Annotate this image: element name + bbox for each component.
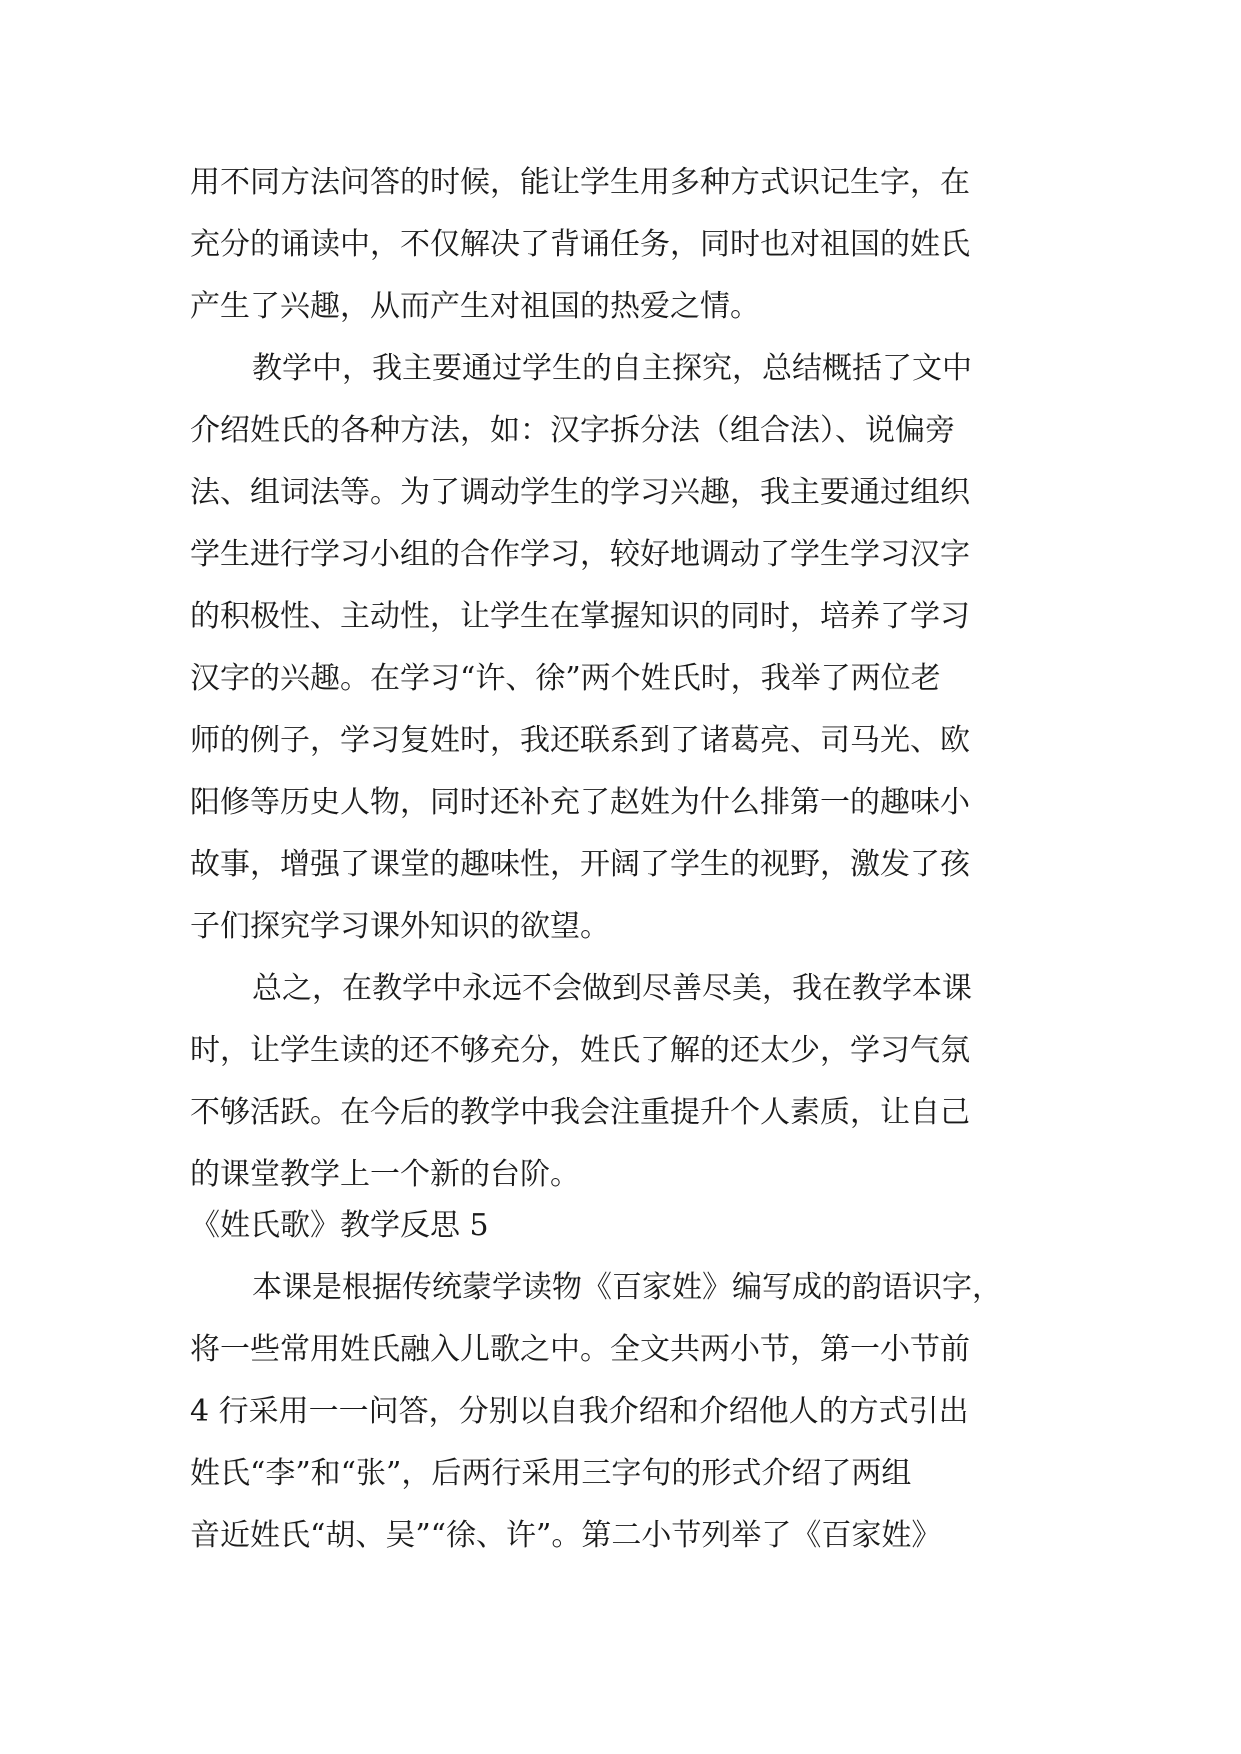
paragraph-start-line: 本课是根据传统蒙学读物《百家姓》编写成的韵语识字， xyxy=(252,1270,1002,1305)
text-line: 姓氏“李”和“张”，后两行采用三字句的形式介绍了两组 xyxy=(190,1456,912,1491)
text-line: 故事，增强了课堂的趣味性，开阔了学生的视野，激发了孩 xyxy=(190,847,970,882)
text-line: 的课堂教学上一个新的台阶。 xyxy=(190,1157,580,1192)
section-title: 《姓氏歌》教学反思 5 xyxy=(190,1208,489,1243)
text-line: 音近姓氏“胡、吴”“徐、许”。第二小节列举了《百家姓》 xyxy=(190,1518,942,1553)
text-line: 阳修等历史人物，同时还补充了赵姓为什么排第一的趣味小 xyxy=(190,785,970,820)
text-line: 学生进行学习小组的合作学习，较好地调动了学生学习汉字 xyxy=(190,537,970,572)
text-line: 介绍姓氏的各种方法，如：汉字拆分法（组合法）、说偏旁 xyxy=(190,413,955,448)
text-line: 汉字的兴趣。在学习“许、徐”两个姓氏时，我举了两位老 xyxy=(190,661,941,696)
text-line: 产生了兴趣，从而产生对祖国的热爱之情。 xyxy=(190,289,760,324)
text-line: 将一些常用姓氏融入儿歌之中。全文共两小节，第一小节前 xyxy=(190,1332,970,1367)
reflection-text-part-2 xyxy=(190,1195,1070,1567)
text-line: 师的例子，学习复姓时，我还联系到了诸葛亮、司马光、欧 xyxy=(190,723,970,758)
paragraph-start-line: 总之，在教学中永远不会做到尽善尽美，我在教学本课 xyxy=(252,971,972,1006)
text-line: 子们探究学习课外知识的欲望。 xyxy=(190,909,610,944)
text-line: 用不同方法问答的时候，能让学生用多种方式识记生字，在 xyxy=(190,165,970,200)
paragraph-start-line: 教学中，我主要通过学生的自主探究，总结概括了文中 xyxy=(252,351,972,386)
text-line: 不够活跃。在今后的教学中我会注重提升个人素质，让自己 xyxy=(190,1095,970,1130)
text-line: 时，让学生读的还不够充分，姓氏了解的还太少，学习气氛 xyxy=(190,1033,970,1068)
text-line: 法、组词法等。为了调动学生的学习兴趣，我主要通过组织 xyxy=(190,475,970,510)
text-line: 4 行采用一一问答，分别以自我介绍和介绍他人的方式引出 xyxy=(190,1394,969,1429)
text-line: 充分的诵读中，不仅解决了背诵任务，同时也对祖国的姓氏 xyxy=(190,227,970,262)
reflection-text-part-1 xyxy=(190,152,1070,1206)
text-line: 的积极性、主动性，让学生在掌握知识的同时，培养了学习 xyxy=(190,599,970,634)
